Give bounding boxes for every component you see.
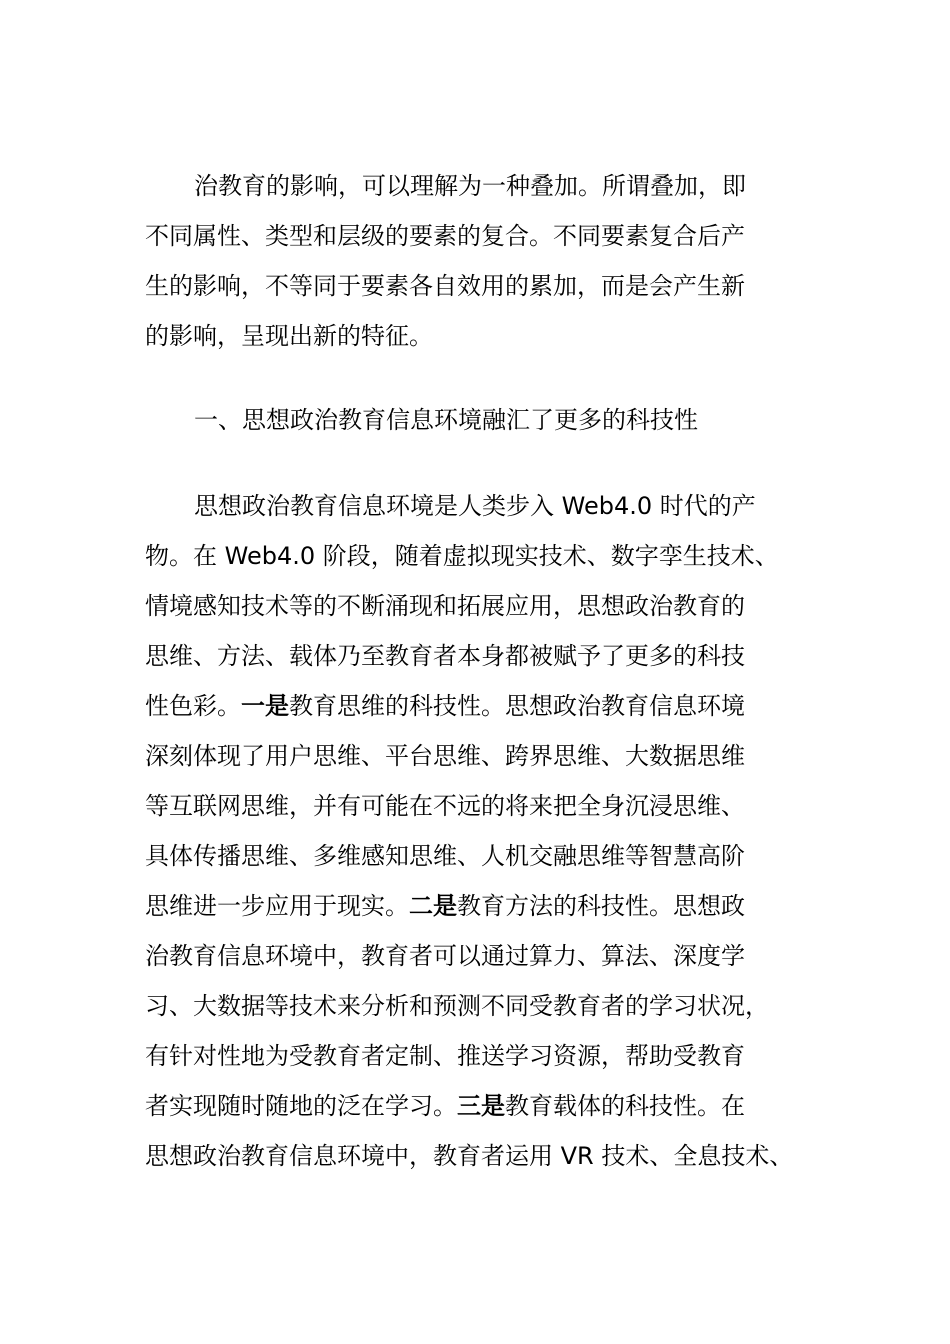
paragraph-2-line-14: 思想政治教育信息环境中，教育者运用 VR 技术、全息技术、 — [145, 1142, 794, 1170]
paragraph-2-line-12: 有针对性地为受教育者定制、推送学习资源，帮助受教育 — [145, 1042, 745, 1070]
line-13-text-post: 教育载体的科技性。在 — [505, 1092, 745, 1120]
paragraph-2-line-13 — [145, 1090, 745, 1122]
line-9-text-post: 教育方法的科技性。思想政 — [457, 892, 745, 920]
paragraph-1-line-3: 生的影响，不等同于要素各自效用的累加，而是会产生新 — [145, 272, 745, 300]
paragraph-2-line-5 — [145, 690, 745, 722]
section-heading: 一、思想政治教育信息环境融汇了更多的科技性 — [194, 406, 698, 434]
paragraph-2-line-3: 情境感知技术等的不断涌现和拓展应用，思想政治教育的 — [145, 592, 745, 620]
paragraph-1-line-2: 不同属性、类型和层级的要素的复合。不同要素复合后产 — [145, 222, 745, 250]
line-5-bold-marker: 一是 — [241, 692, 289, 720]
paragraph-2-line-7: 等互联网思维，并有可能在不远的将来把全身沉浸思维、 — [145, 792, 745, 820]
paragraph-1-line-4: 的影响，呈现出新的特征。 — [145, 322, 433, 350]
paragraph-2-line-1: 思想政治教育信息环境是人类步入 Web4.0 时代的产 — [194, 492, 756, 520]
paragraph-2-line-2: 物。在 Web4.0 阶段，随着虚拟现实技术、数字孪生技术、 — [145, 542, 779, 570]
paragraph-2-line-11: 习、大数据等技术来分析和预测不同受教育者的学习状况， — [145, 992, 769, 1020]
paragraph-2-line-9 — [145, 890, 745, 922]
line-13-bold-marker: 三是 — [457, 1092, 505, 1120]
line-5-text-pre: 性色彩。 — [145, 692, 241, 720]
paragraph-2-line-8: 具体传播思维、多维感知思维、人机交融思维等智慧高阶 — [145, 842, 745, 870]
line-5-text-post: 教育思维的科技性。思想政治教育信息环境 — [289, 692, 745, 720]
line-9-text-pre: 思维进一步应用于现实。 — [145, 892, 409, 920]
paragraph-2-line-4: 思维、方法、载体乃至教育者本身都被赋予了更多的科技 — [145, 642, 745, 670]
paragraph-2-line-6: 深刻体现了用户思维、平台思维、跨界思维、大数据思维 — [145, 742, 745, 770]
line-13-text-pre: 者实现随时随地的泛在学习。 — [145, 1092, 457, 1120]
line-9-bold-marker: 二是 — [409, 892, 457, 920]
paragraph-1-line-1: 治教育的影响，可以理解为一种叠加。所谓叠加，即 — [194, 172, 746, 200]
paragraph-2-line-10: 治教育信息环境中，教育者可以通过算力、算法、深度学 — [145, 942, 745, 970]
